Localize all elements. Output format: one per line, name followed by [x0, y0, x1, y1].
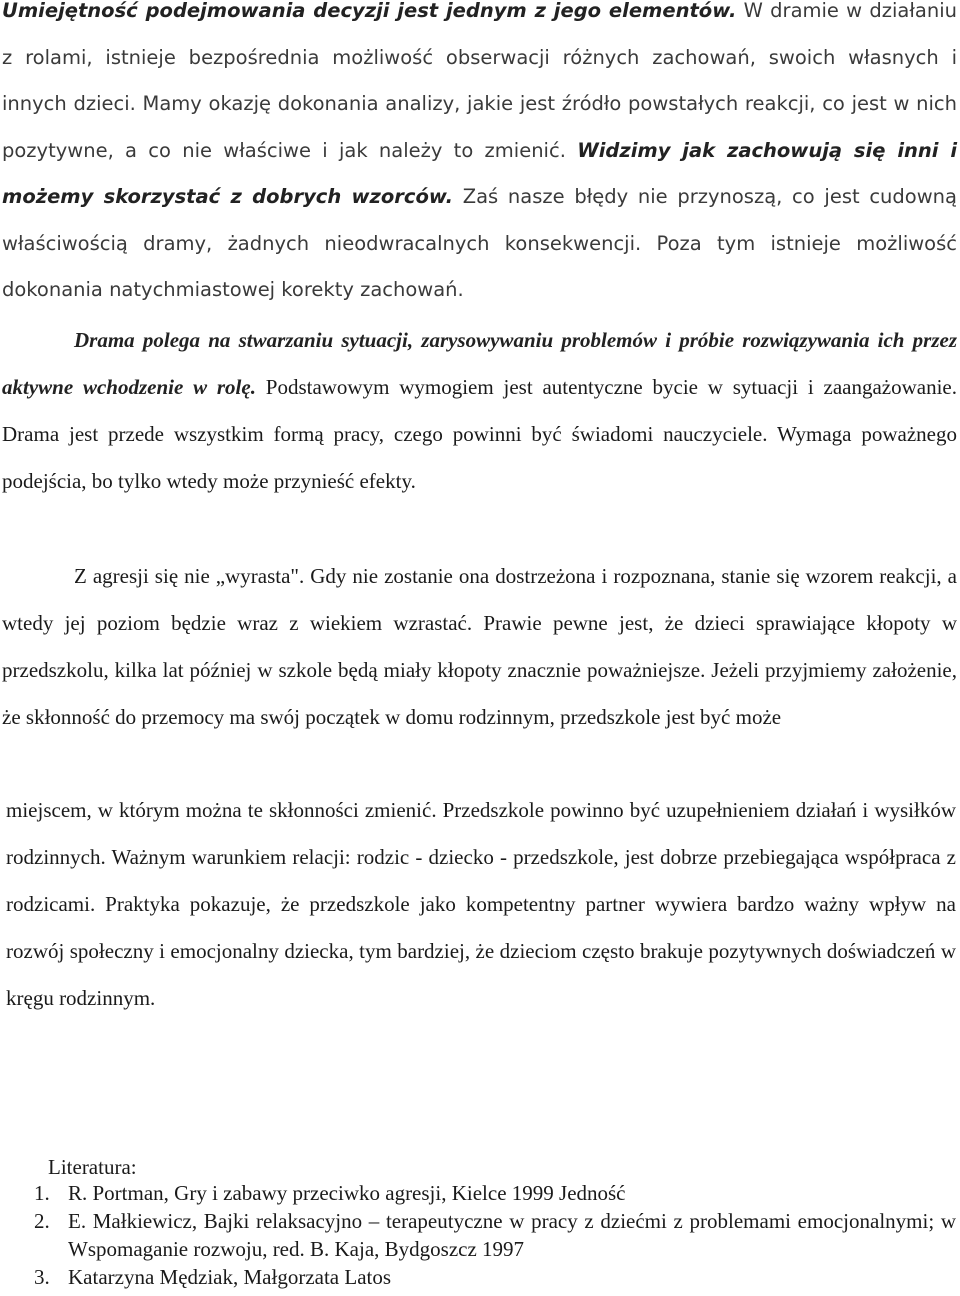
bold-italic-phrase-drama-definition: Drama polega na stwarzaniu sytuacji, zarysowywaniu problemów i próbie rozwiązywania ich przez aktywne wchodzenie w rolę. [2, 328, 957, 399]
literature-heading: Literatura: [48, 1155, 137, 1179]
literature-item [34, 1263, 956, 1291]
literature-item [34, 1207, 956, 1263]
literature-item-text: R. Portman, Gry i zabawy przeciwko agresji, Kielce 1999 Jedność [68, 1181, 626, 1205]
literature-list [34, 1179, 956, 1291]
literature-item-number: 1. [34, 1181, 50, 1205]
paragraph-drama-in-action [2, 0, 957, 314]
bold-italic-phrase-decisions: Umiejętność podejmowania decyzji jest jednym z jego elementów. [2, 0, 737, 22]
literature-item-text: E. Małkiewicz, Bajki relaksacyjno – terapeutyczne w pracy z dziećmi z problemami emocjonalnymi; w Wspomaganie rozwoju, red. B. Kaja, Bydgoszcz 1997 [68, 1209, 956, 1261]
paragraph-aggression: Z agresji się nie „wyrasta". Gdy nie zostanie ona dostrzeżona i rozpoznana, stanie się wzorem reakcji, a wtedy jej poziom będzie wraz z wiekiem wzrastać. Prawie pewne jest, że dzieci sprawiające kłopoty w przedszkolu, kilka lat później w szkole będą miały kłopoty znacznie poważniejsze. Jeżeli przyjmiemy założenie, że skłonność do przemocy ma swój początek w domu rodzinnym, przedszkole jest być może [2, 564, 957, 729]
paragraph-drama-definition [2, 317, 957, 505]
literature-item-number: 2. [34, 1209, 50, 1233]
bold-italic-phrase-role-models: Widzimy jak zachowują się inni i możemy skorzystać z dobrych wzorców. [2, 138, 958, 208]
paragraph-text: Podstawowym wymogiem jest autentyczne bycie w sytuacji i zaangażowanie. Drama jest przede wszystkim formą pracy, czego powinni być świadomi nauczyciele. Wymaga poważnego podejścia, bo tylko wtedy może przynieść efekty. [2, 375, 957, 493]
paragraph-preschool-role: miejscem, w którym można te skłonności zmienić. Przedszkole powinno być uzupełnieniem działań i wysiłków rodzinnych. Ważnym warunkiem relacji: rodzic - dziecko - przedszkole, jest dobrze przebiegająca współpraca z rodzicami. Praktyka pokazuje, że przedszkole jako kompetentny partner wywiera bardzo ważny wpływ na rozwój społeczny i emocjonalny dziecka, tym bardziej, że dzieciom często brakuje pozytywnych doświadczeń w kręgu rodzinnym. [6, 798, 956, 1010]
literature-item-text: Katarzyna Mędziak, Małgorzata Latos [68, 1265, 392, 1289]
paragraph-text: Zaś nasze błędy nie przynoszą, co jest cudowną właściwością dramy, żadnych nieodwracalnych konsekwencji. Poza tym istnieje możliwość dokonania natychmiastowej korekty zachowań. [2, 185, 957, 301]
literature-item-number: 3. [34, 1265, 50, 1289]
literature-item [34, 1179, 956, 1207]
paragraph-text: W dramie w działaniu z rolami, istnieje bezpośrednia możliwość obserwacji różnych zachowań, swoich własnych i innych dzieci. Mamy okazję dokonania analizy, jakie jest źródło powstałych reakcji, co jest w nich pozytywne, a co nie właściwe i jak należy to zmienić. [2, 0, 957, 162]
